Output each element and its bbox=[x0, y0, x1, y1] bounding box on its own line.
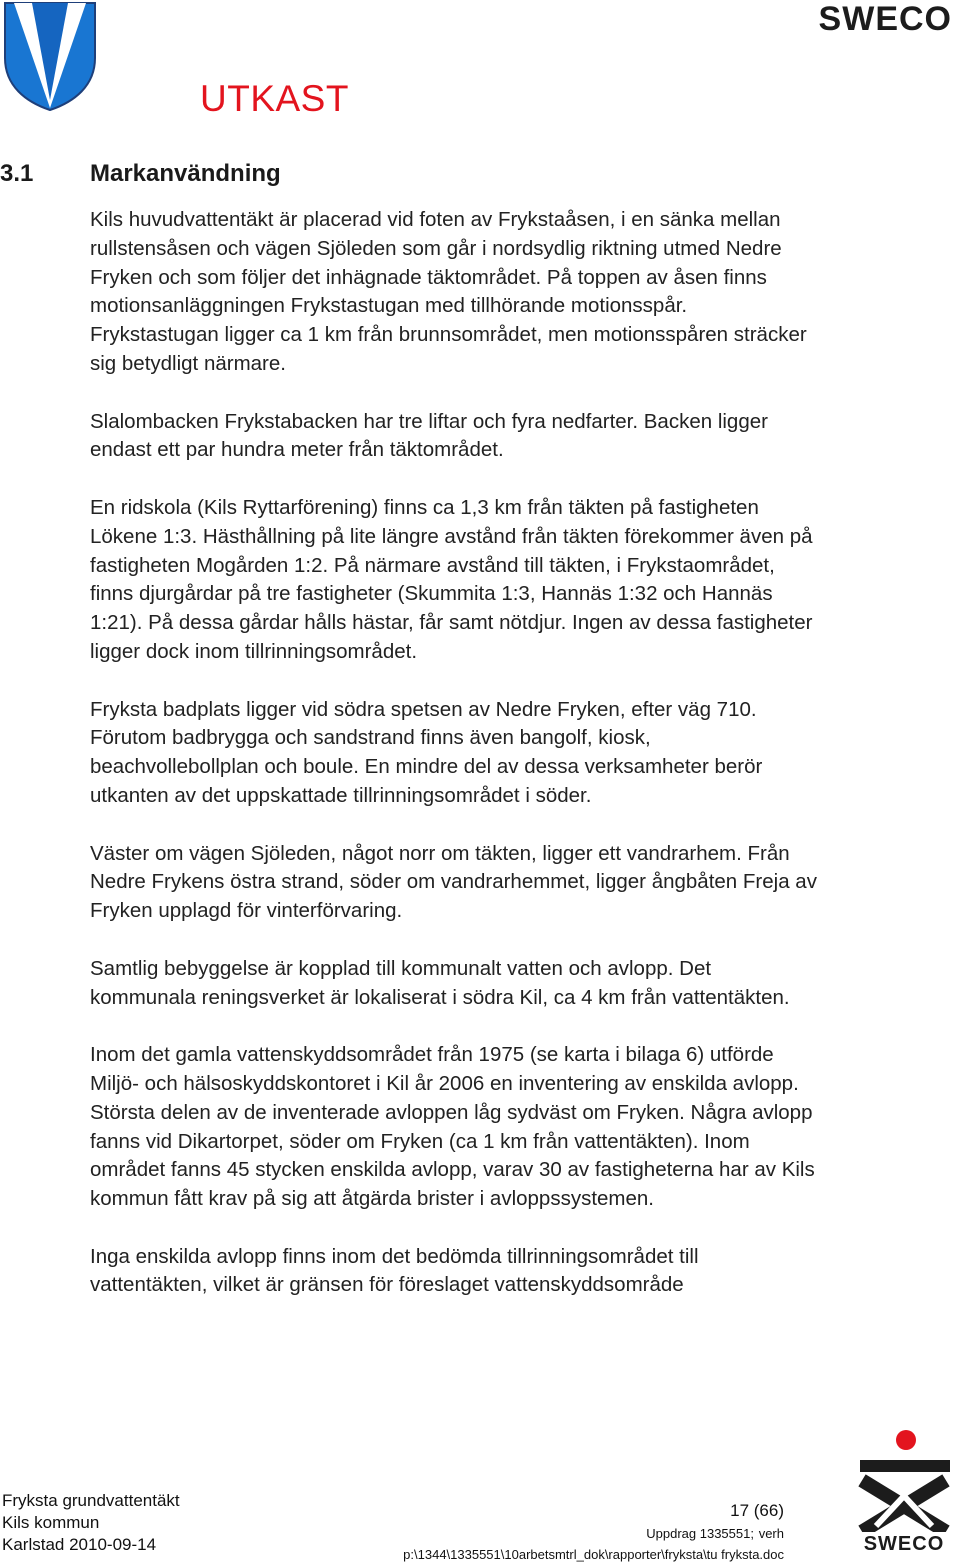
municipal-crest-icon bbox=[2, 0, 98, 112]
footer-right bbox=[403, 1500, 784, 1565]
paragraph: Slalombacken Frykstabacken har tre liftar och fyra nedfarter. Backen ligger endast ett par hundra meter från täktområdet. bbox=[90, 409, 768, 462]
draft-stamp: UTKAST bbox=[200, 78, 349, 119]
sweco-logo-text: SWECO bbox=[863, 1533, 945, 1555]
assignment-number: Uppdrag 1335551; bbox=[646, 1526, 754, 1541]
paragraph: Väster om vägen Sjöleden, något norr om täkten, ligger ett vandrarhem. Från Nedre Frykens östra strand, söder om vandrarhemmet, ligger ångbåten Freja av Fryken upplagd för vinterförvaring. bbox=[90, 841, 817, 923]
footer-place-date: Karlstad 2010-09-14 bbox=[2, 1535, 157, 1554]
paragraph: Kils huvudvattentäkt är placerad vid foten av Frykstaåsen, i en sänka mellan rullstensåsen och vägen Sjöleden som går i nordsydlig riktning utmed Nedre Fryken och som följer det inhägnade täktområdet. På toppen av åsen finns motionsanläggningen Frykstastugan med tillhörande motionsspår. Frykstastugan ligger ca 1 km från brunnsområdet, men motionsspåren sträcker sig betydligt närmare. bbox=[90, 208, 807, 375]
footer-doc-title: Fryksta grundvattentäkt bbox=[2, 1491, 180, 1510]
paragraph: Samtlig bebyggelse är kopplad till kommunalt vatten och avlopp. Det kommunala reningsverket är lokaliserat i södra Kil, ca 4 km från vattentäkten. bbox=[90, 956, 790, 1009]
paragraph: Fryksta badplats ligger vid södra spetsen av Nedre Fryken, efter väg 710. Förutom badbrygga och sandstrand finns även bangolf, kiosk, beachvollebollplan och boule. En mindre del av dessa verksamheter berör utkanten av det uppskattade tillrinningsområdet i söder. bbox=[90, 697, 763, 807]
page-number: 17 (66) bbox=[730, 1501, 784, 1520]
paragraph: En ridskola (Kils Ryttarförening) finns ca 1,3 km från täkten på fastigheten Lökene 1:3. Hästhållning på lite längre avstånd från täkten förekommer även på fastigheten Mogården 1:2. På närmare avstånd till täkten, i Frykstaområdet, finns djurgårdar på tre fastigheter (Skummita 1:3, Hannäs 1:32 och Hannäs 1:21). På dessa gårdar hålls hästar, får samt nötdjur. Ingen av dessa fastigheter ligger dock inom tillrinningsområdet. bbox=[90, 495, 813, 663]
file-path: p:\1344\1335551\10arbetsmtrl_dok\rapporter\fryksta\tu fryksta.doc bbox=[403, 1547, 784, 1562]
footer-assignment bbox=[403, 1522, 784, 1545]
footer-client: Kils kommun bbox=[2, 1513, 100, 1532]
sweco-brand-text: SWECO bbox=[818, 0, 952, 38]
section-title: Markanvändning bbox=[90, 160, 281, 187]
body-text bbox=[90, 206, 820, 1329]
footer-left bbox=[2, 1490, 180, 1556]
sweco-figure-logo-icon bbox=[854, 1428, 954, 1556]
section-number: 3.1 bbox=[0, 160, 34, 187]
assignment-verh: verh bbox=[758, 1526, 784, 1541]
paragraph: Inga enskilda avlopp finns inom det bedömda tillrinningsområdet till vattentäkten, vilket är gränsen för föreslaget vattenskyddsområde bbox=[90, 1244, 699, 1297]
paragraph: Inom det gamla vattenskyddsområdet från 1975 (se karta i bilaga 6) utförde Miljö- och hälsoskyddskontoret i Kil år 2006 en inventering av enskilda avlopp. Största delen av de inventerade avloppen låg sydväst om Fryken. Några avlopp fanns vid Dikartorpet, söder om Fryken (ca 1 km från vattentäkten). Inom området fanns 45 stycken enskilda avlopp, varav 30 av fastigheterna har av Kils kommun fått krav på sig att åtgärda brister i avloppssystemen. bbox=[90, 1043, 815, 1211]
section-heading bbox=[0, 160, 281, 188]
